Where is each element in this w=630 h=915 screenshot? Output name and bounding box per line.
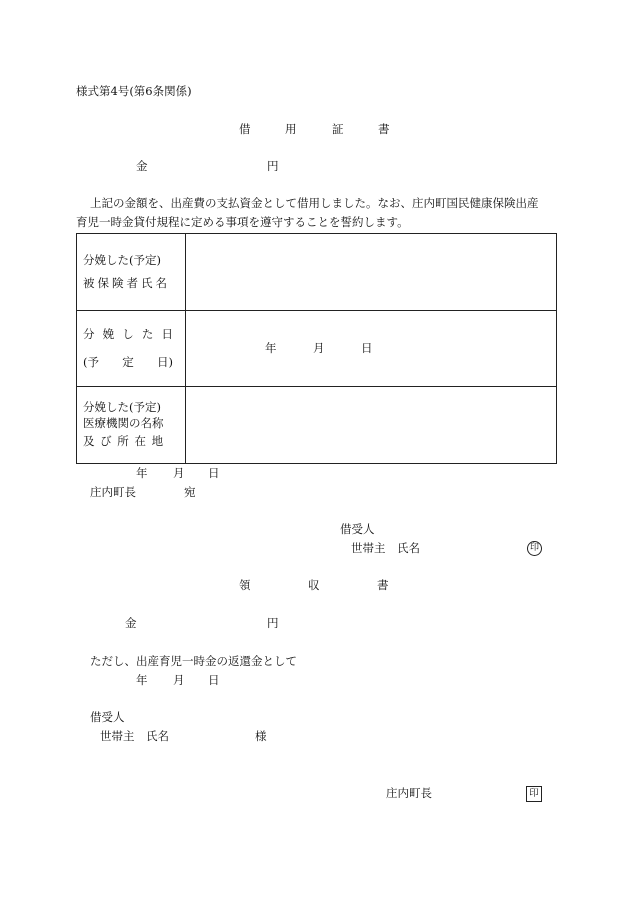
title-char: 証 bbox=[332, 122, 344, 136]
title-char: 領 bbox=[239, 578, 251, 592]
seal-icon: 印 bbox=[526, 786, 542, 802]
delivery-info-table bbox=[76, 233, 557, 464]
label-line: 分娩した(予定) bbox=[83, 253, 161, 267]
day-label: 日 bbox=[208, 673, 220, 687]
delivery-date-label bbox=[77, 311, 186, 387]
householder-name-label: 世帯主 氏名 bbox=[351, 541, 420, 555]
amount-unit: 円 bbox=[267, 616, 279, 630]
insured-name-field[interactable] bbox=[186, 234, 557, 311]
amount-label: 金 bbox=[125, 616, 137, 630]
label-char: た bbox=[141, 327, 154, 341]
label-char: (予 bbox=[83, 354, 99, 369]
title-char: 収 bbox=[308, 578, 320, 592]
label-line: 分娩した(予定) bbox=[83, 400, 161, 415]
amount-unit: 円 bbox=[267, 159, 279, 173]
insured-name-label bbox=[77, 234, 186, 311]
year-label: 年 bbox=[136, 466, 148, 480]
pledge-text-line-2: 育児一時金貸付規程に定める事項を遵守することを誓約します。 bbox=[76, 215, 409, 229]
month-label: 月 bbox=[173, 466, 185, 480]
seal-icon: 印 bbox=[527, 541, 542, 556]
medical-institution-label bbox=[77, 387, 186, 464]
year-label: 年 bbox=[136, 673, 148, 687]
borrower-label: 借受人 bbox=[340, 522, 375, 536]
borrower-label: 借受人 bbox=[90, 710, 125, 724]
month-label: 月 bbox=[313, 341, 325, 355]
table-row bbox=[77, 387, 557, 464]
form-number: 様式第4号(第6条関係) bbox=[76, 84, 192, 98]
label-line bbox=[83, 329, 173, 341]
label-char: 娩 bbox=[102, 327, 115, 341]
year-label: 年 bbox=[265, 341, 277, 355]
day-label: 日 bbox=[361, 341, 373, 355]
title-char: 用 bbox=[285, 122, 297, 136]
day-label: 日 bbox=[208, 466, 220, 480]
label-char: し bbox=[122, 327, 134, 341]
label-line: 及 び 所 在 地 bbox=[83, 434, 165, 449]
amount-label: 金 bbox=[136, 159, 148, 173]
month-label: 月 bbox=[173, 673, 185, 687]
addressee-suffix: 宛 bbox=[184, 485, 196, 499]
pledge-text-line-1: 上記の金額を、出産費の支払資金として借用しました。なお、庄内町国民健康保険出産 bbox=[90, 196, 539, 210]
label-char: 日 bbox=[161, 327, 173, 341]
label-line bbox=[83, 354, 173, 369]
label-char: 分 bbox=[83, 327, 95, 341]
addressee: 庄内町長 bbox=[90, 485, 136, 499]
issuer: 庄内町長 bbox=[386, 786, 432, 800]
receipt-proviso: ただし、出産育児一時金の返還金として bbox=[90, 654, 297, 668]
householder-name-label: 世帯主 氏名 bbox=[100, 729, 169, 743]
title-char: 書 bbox=[378, 122, 390, 136]
label-line: 医療機関の名称 bbox=[83, 415, 164, 430]
label-char: 日) bbox=[157, 354, 173, 369]
table-row bbox=[77, 234, 557, 311]
table-row bbox=[77, 311, 557, 387]
delivery-date-field[interactable] bbox=[186, 311, 557, 387]
label-char: 定 bbox=[122, 354, 134, 369]
medical-institution-field[interactable] bbox=[186, 387, 557, 464]
title-char: 書 bbox=[377, 578, 389, 592]
title-char: 借 bbox=[239, 122, 251, 136]
honorific: 様 bbox=[255, 729, 267, 743]
label-line: 被保険者氏名 bbox=[83, 275, 170, 290]
